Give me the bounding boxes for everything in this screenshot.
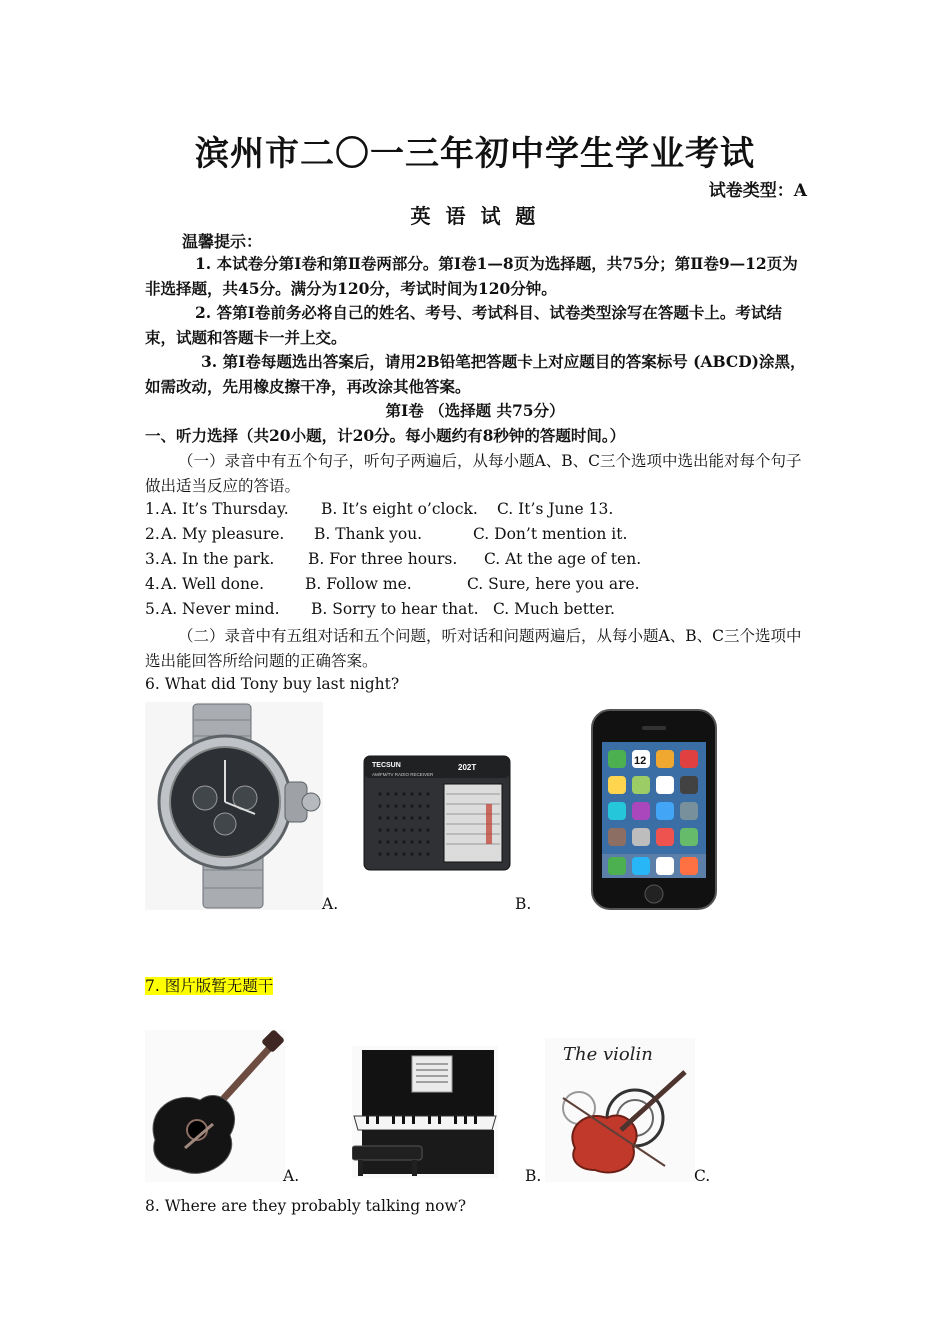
option-a: A. Never mind. bbox=[161, 600, 280, 618]
phone-date: 12 bbox=[634, 755, 647, 767]
exam-title: 滨州市二〇一三年初中学生学业考试 bbox=[195, 134, 755, 174]
tip-2: 2. 答第Ⅰ卷前务必将自己的姓名、考号、考试科目、试卷类型涂写在答题卡上。考试结束，试题和答题卡一并上交。 bbox=[145, 303, 782, 347]
option-b: B. Thank you. bbox=[314, 525, 423, 543]
question-number: 3. bbox=[145, 550, 160, 568]
question-row bbox=[145, 500, 805, 524]
option-c: C. Much better. bbox=[493, 600, 615, 618]
q7-label-a: A. bbox=[283, 1167, 300, 1185]
violin-caption: The violin bbox=[563, 1044, 653, 1065]
option-c: C. It’s June 13. bbox=[497, 500, 614, 518]
option-c: C. At the age of ten. bbox=[484, 550, 642, 568]
tips-heading: 温馨提示： bbox=[182, 232, 263, 251]
radio-image bbox=[360, 752, 512, 874]
question-7 bbox=[145, 974, 273, 996]
paper-type: 试卷类型：A bbox=[708, 181, 807, 201]
q6-label-b: B. bbox=[515, 895, 532, 913]
piano-image bbox=[352, 1046, 498, 1178]
tip-1: 1. 本试卷分第Ⅰ卷和第Ⅱ卷两部分。第Ⅰ卷1—8页为选择题，共75分；第Ⅱ卷9—12页为非选择题，共45分。满分为120分，考试时间为120分钟。 bbox=[145, 254, 798, 298]
option-a: A. My pleasure. bbox=[161, 525, 285, 543]
q7-label-b: B. bbox=[525, 1167, 542, 1185]
radio-brand: TECSUN bbox=[372, 762, 401, 769]
question-7-text: 7. 图片版暂无题干 bbox=[145, 977, 274, 995]
question-row bbox=[145, 575, 805, 599]
q6-label-a: A. bbox=[322, 895, 339, 913]
question-row bbox=[145, 550, 805, 574]
question-number: 5. bbox=[145, 600, 160, 618]
part1-instruction: （一）录音中有五个句子，听句子两遍后，从每小题A、B、C三个选项中选出能对每个句子做出适当反应的答语。 bbox=[145, 452, 802, 495]
volume-title: 第Ⅰ卷 （选择题 共75分） bbox=[385, 401, 565, 420]
listening-heading: 一、听力选择（共20小题，计20分。每小题约有8秒钟的答题时间。） bbox=[145, 426, 626, 445]
radio-model: 202T bbox=[458, 763, 477, 772]
option-c: C. Sure, here you are. bbox=[467, 575, 640, 593]
option-b: B. For three hours. bbox=[308, 550, 458, 568]
question-row bbox=[145, 525, 805, 549]
question-6: 6. What did Tony buy last night? bbox=[145, 675, 400, 693]
violin-image bbox=[545, 1038, 695, 1182]
option-a: A. Well done. bbox=[161, 575, 265, 593]
q7-label-c: C. bbox=[694, 1167, 711, 1185]
part2-instruction: （二）录音中有五组对话和五个问题，听对话和问题两遍后，从每小题A、B、C三个选项中选出能回答所给问题的正确答案。 bbox=[145, 627, 802, 670]
option-b: B. Sorry to hear that. bbox=[311, 600, 479, 618]
question-row bbox=[145, 600, 805, 624]
option-b: B. Follow me. bbox=[305, 575, 412, 593]
radio-subtitle: AM/FM/TV RADIO RECEIVER bbox=[372, 772, 434, 777]
question-8: 8. Where are they probably talking now? bbox=[145, 1197, 467, 1215]
option-a: A. In the park. bbox=[161, 550, 275, 568]
phone-image bbox=[590, 708, 718, 911]
option-b: B. It’s eight o’clock. bbox=[321, 500, 478, 518]
option-a: A. It’s Thursday. bbox=[161, 500, 289, 518]
question-number: 2. bbox=[145, 525, 160, 543]
question-number: 4. bbox=[145, 575, 160, 593]
guitar-image bbox=[145, 1030, 285, 1182]
tip-3: 3. 第Ⅰ卷每题选出答案后，请用2B铅笔把答题卡上对应题目的答案标号 (ABCD)涂黑，如需改动，先用橡皮擦干净，再改涂其他答案。 bbox=[145, 352, 806, 396]
option-c: C. Don’t mention it. bbox=[473, 525, 628, 543]
subject-title: 英 语 试 题 bbox=[410, 204, 540, 228]
question-number: 1. bbox=[145, 500, 160, 518]
watch-image bbox=[145, 702, 323, 910]
